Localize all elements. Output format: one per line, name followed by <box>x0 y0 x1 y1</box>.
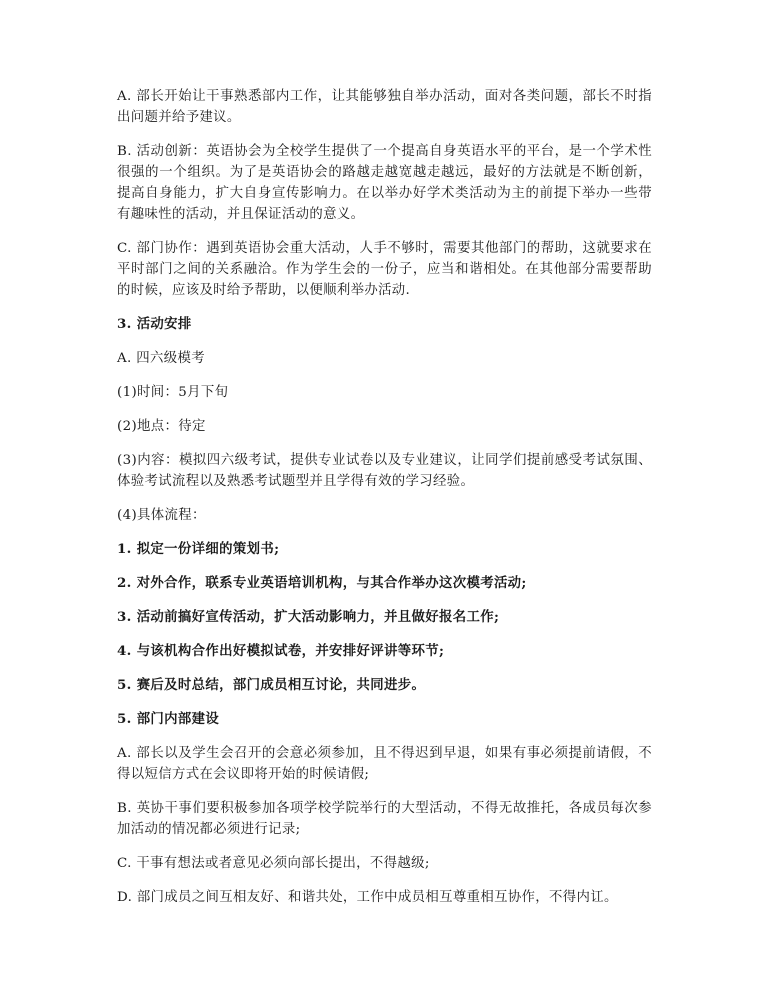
rule-b-activities: B. 英协干事们要积极参加各项学校学院举行的大型活动，不得无故推托，各成员每次参加活动的情况都必须进行记录; <box>117 801 652 837</box>
process-step-1: 1. 拟定一份详细的策划书; <box>117 541 280 557</box>
process-step-5: 5. 赛后及时总结，部门成员相互讨论，共同进步。 <box>117 677 426 693</box>
item-content: (3)内容：模拟四六级考试，提供专业试卷以及专业建议，让同学们提前感受考试氛围、体验考试流程以及熟悉考试题型并且学得有效的学习经验。 <box>117 453 652 489</box>
paragraph-a-department-head: A. 部长开始让干事熟悉部内工作，让其能够独自举办活动，面对各类问题，部长不时指出问题并给予建议。 <box>117 89 652 125</box>
item-time: (1)时间：5月下旬 <box>117 385 229 400</box>
rule-a-meetings: A. 部长以及学生会召开的会意必须参加，且不得迟到早退，如果有事必须提前请假，不得以短信方式在会议即将开始的时候请假; <box>117 746 652 782</box>
paragraph-c-department-cooperation: C. 部门协作：遇到英语协会重大活动，人手不够时，需要其他部门的帮助，这就要求在平时部门之间的关系融洽。作为学生会的一份子，应当和谐相处。在其他部分需要帮助的时候，应该及时给予帮助，以便顺利举办活动. <box>117 241 652 298</box>
process-step-4: 4. 与该机构合作出好模拟试卷，并安排好评讲等环节; <box>117 643 445 659</box>
process-step-3: 3. 活动前搞好宣传活动，扩大活动影响力，并且做好报名工作; <box>117 609 500 625</box>
section-heading-activity-arrangement: 3. 活动安排 <box>117 316 192 332</box>
rule-c-suggestions: C. 干事有想法或者意见必须向部长提出，不得越级; <box>117 856 430 871</box>
item-location: (2)地点：待定 <box>117 419 206 434</box>
item-process: (4)具体流程： <box>117 508 206 523</box>
process-step-2: 2. 对外合作，联系专业英语培训机构，与其合作举办这次模考活动; <box>117 575 527 591</box>
paragraph-b-activity-innovation: B. 活动创新：英语协会为全校学生提供了一个提高自身英语水平的平台，是一个学术性很强的一个组织。为了是英语协会的路越走越宽越走越远，最好的方法就是不断创新，提高自身能力，扩大自身宣传影响力。在以举办好学术类活动为主的前提下举办一些带有趣味性的活动，并且保证活动的意义。 <box>117 144 652 222</box>
item-a-cet-mock-exam: A. 四六级模考 <box>117 351 205 366</box>
section-heading-internal-building: 5. 部门内部建设 <box>117 711 220 727</box>
rule-d-harmony: D. 部门成员之间互相友好、和谐共处，工作中成员相互尊重相互协作，不得内讧。 <box>117 890 618 905</box>
